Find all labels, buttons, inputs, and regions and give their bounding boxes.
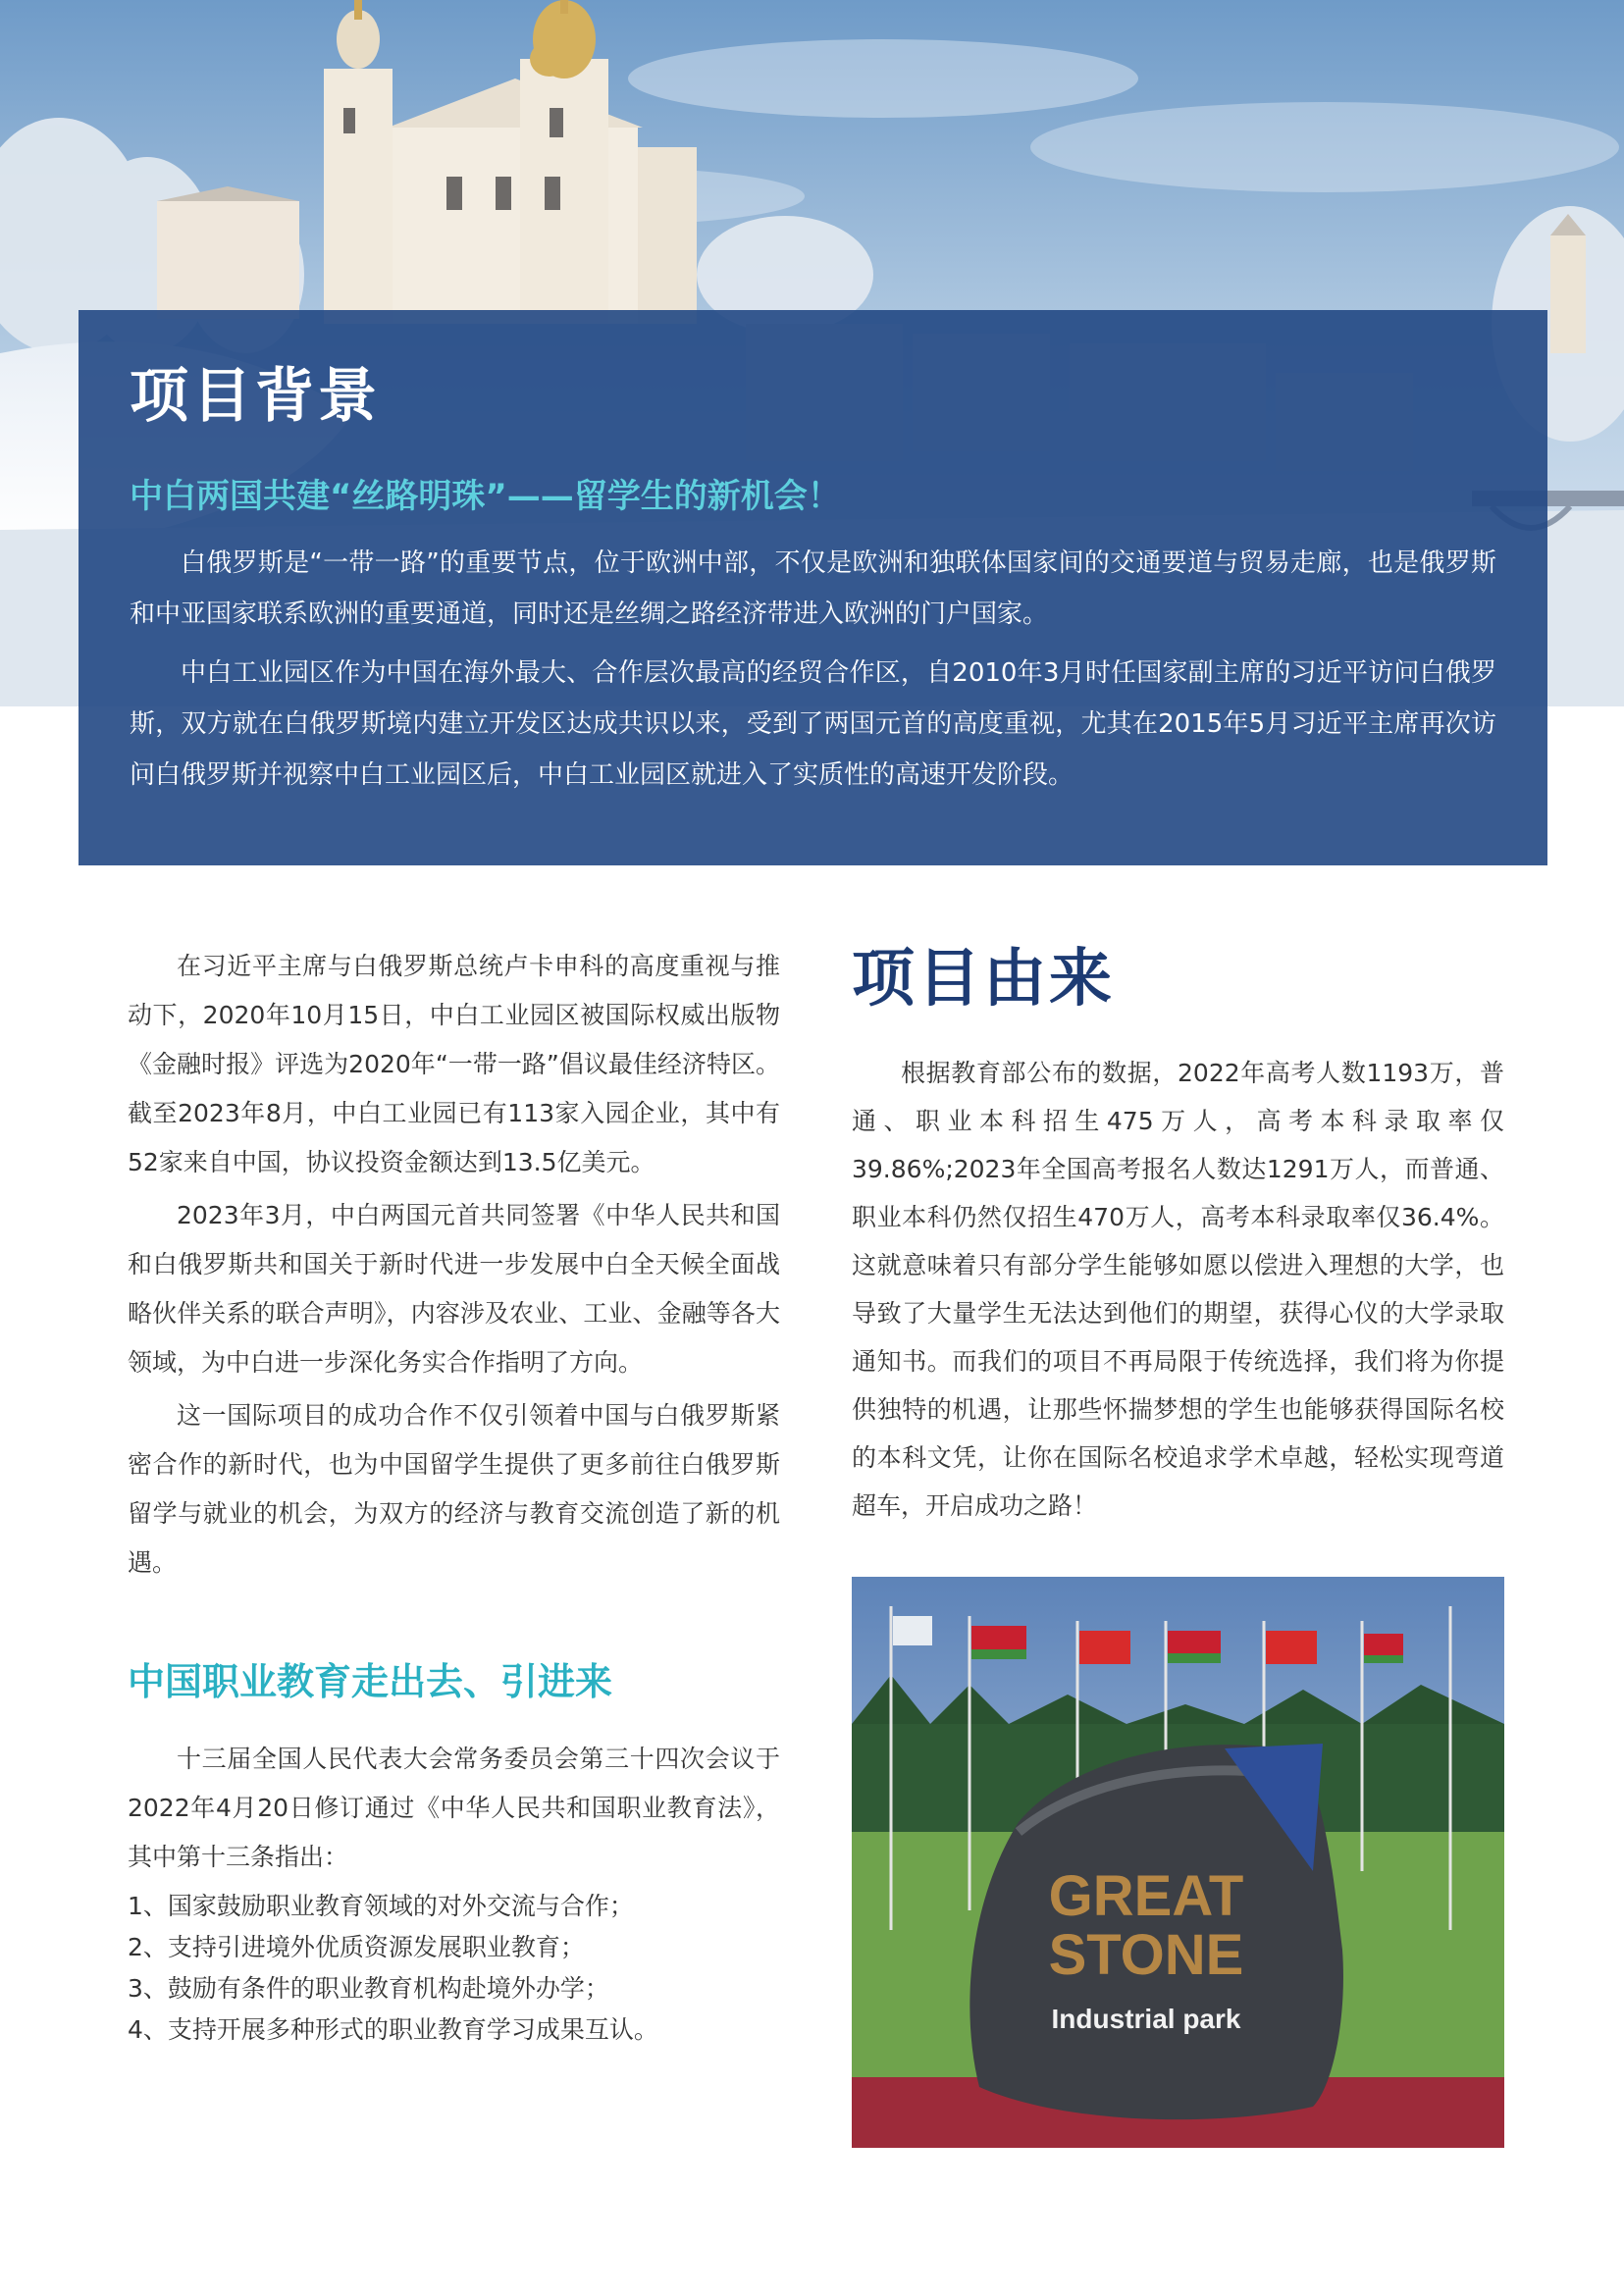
left-paragraph-2: 2023年3月，中白两国元首共同签署《中华人民共和国和白俄罗斯共和国关于新时代进一步发展中白全天候全面战略伙伴关系的联合声明》，内容涉及农业、工业、金融等各大领域，为中白进一步深化务实合作指明了方向。	[128, 1201, 780, 1377]
vocational-law-list	[128, 1886, 780, 2051]
list-item: 1、国家鼓励职业教育领域的对外交流与合作；	[128, 1892, 634, 1920]
right-column	[852, 937, 1504, 1530]
left-paragraph-1: 在习近平主席与白俄罗斯总统卢卡申科的高度重视与推动下，2020年10月15日，中白工业园区被国际权威出版物《金融时报》评选为2020年“一带一路”倡议最佳经济特区。截至2023年8月，中白工业园已有113家入园企业，其中有52家来自中国，协议投资金额达到13.5亿美元。	[128, 952, 780, 1176]
stone-text-line-2: STONE	[1048, 1923, 1244, 1987]
banner-paragraph-2: 中白工业园区作为中国在海外最大、合作层次最高的经贸合作区，自2010年3月时任国家副主席的习近平访问白俄罗斯，双方就在白俄罗斯境内建立开发区达成共识以来，受到了两国元首的高度重视，尤其在2015年5月习近平主席再次访问白俄罗斯并视察中白工业园区后，中白工业园区就进入了实质性的高速开发阶段。	[130, 658, 1496, 790]
project-origin-paragraph: 根据教育部公布的数据，2022年高考人数1193万，普通、职业本科招生475万人，高考本科录取率仅39.86%;2023年全国高考报名人数达1291万人，而普通、职业本科仍然仅招生470万人，高考本科录取率仅36.4%。这就意味着只有部分学生能够如愿以偿进入理想的大学，也导致了大量学生无法达到他们的期望，获得心仪的大学录取通知书。而我们的项目不再局限于传统选择，我们将为你提供独特的机遇，让那些怀揣梦想的学生也能够获得国际名校的本科文凭，让你在国际名校追求学术卓越，轻松实现弯道超车，开启成功之路！	[852, 1059, 1504, 1520]
stone-text-line-3: Industrial park	[1051, 2004, 1241, 2034]
list-item: 4、支持开展多种形式的职业教育学习成果互认。	[128, 2015, 658, 2044]
banner-paragraph-1: 白俄罗斯是“一带一路”的重要节点，位于欧洲中部，不仅是欧洲和独联体国家间的交通要道与贸易走廊，也是俄罗斯和中亚国家联系欧洲的重要通道，同时还是丝绸之路经济带进入欧洲的门户国家。	[130, 548, 1496, 629]
banner-title: 项目背景	[130, 362, 381, 431]
left-column	[128, 942, 780, 2051]
list-item: 2、支持引进境外优质资源发展职业教育；	[128, 1933, 585, 1961]
great-stone-illustration	[852, 1577, 1504, 2148]
vocational-education-paragraph: 十三届全国人民代表大会常务委员会第三十四次会议于2022年4月20日修订通过《中华人民共和国职业教育法》，其中第十三条指出：	[128, 1745, 780, 1871]
great-stone-park-photo	[852, 1577, 1504, 2148]
banner-subtitle: 中白两国共建“丝路明珠”——留学生的新机会！	[130, 477, 841, 516]
project-origin-title: 项目由来	[852, 943, 1115, 1016]
list-item: 3、鼓励有条件的职业教育机构赴境外办学；	[128, 1974, 609, 2003]
project-background-banner	[79, 310, 1547, 865]
left-paragraph-3: 这一国际项目的成功合作不仅引领着中国与白俄罗斯紧密合作的新时代，也为中国留学生提供了更多前往白俄罗斯留学与就业的机会，为双方的经济与教育交流创造了新的机遇。	[128, 1401, 780, 1577]
stone-text-line-1: GREAT	[1048, 1864, 1244, 1928]
vocational-education-title: 中国职业教育走出去、引进来	[128, 1660, 613, 1703]
